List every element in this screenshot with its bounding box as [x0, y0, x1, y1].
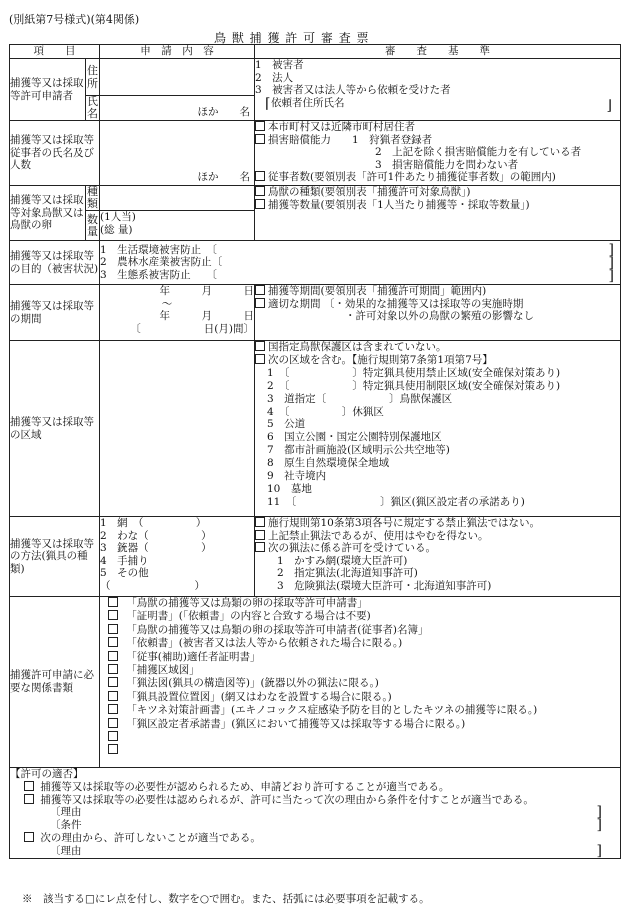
- checkbox[interactable]: [108, 664, 118, 674]
- area-field[interactable]: [100, 341, 255, 517]
- documents-label: 捕獲許可申請に必要な関係書類: [10, 597, 100, 768]
- address-label: 住所: [86, 59, 100, 96]
- checkbox[interactable]: [108, 637, 118, 647]
- checkbox[interactable]: [108, 704, 118, 714]
- footnote: ※ 該当する□にレ点を付し、数字を○で囲む。また、括弧には必要事項を記載する。: [22, 893, 430, 905]
- checkbox[interactable]: [108, 624, 118, 634]
- checkbox[interactable]: [255, 354, 265, 364]
- method-label: 捕獲等又は採取等の方法(猟具の種類): [10, 517, 100, 597]
- address-field[interactable]: [100, 59, 255, 96]
- form-title: 鳥 獣 捕 獲 許 可 審 査 票: [214, 31, 370, 45]
- name-label: 氏名: [87, 95, 98, 120]
- period-criteria: 捕獲等期間(要領別表「捕獲許可期間」範囲内) 適切な期間 〔・効果的な捕獲等又は採取等の実施時期 ・許可対象以外の鳥獣の繁殖の影響なし: [255, 285, 621, 341]
- checkbox[interactable]: [255, 121, 265, 131]
- kind-label: 種類: [87, 185, 98, 210]
- checkbox[interactable]: [108, 744, 118, 754]
- species-label: 捕獲等又は採取等対象鳥獣又は鳥獣の卵: [10, 186, 86, 241]
- checkbox[interactable]: [255, 186, 265, 196]
- workers-field[interactable]: ほか 名: [100, 121, 255, 186]
- area-criteria: 国指定鳥獣保護区は含まれていない。 次の区域を含む。【施行規則第7条第1項第7号】 1 〔 〕特定猟具使用禁止区域(安全確保対策あり) 2 〔 〕特定猟具使用制限区域(安全確保対策あり) 3 道指定〔 〕鳥獣保護区 4 〔 〕休猟区 5 公道 6 国立公園・国定公園特別保護地区 7 都市計画施設(区域明示公共空地等) 8 原生自然環境保全地域 9 社寺境内 10 墓地 11 〔 〕猟区(猟区設定者の承諾あり): [255, 341, 621, 517]
- decision-section: 【許可の適否】 捕獲等又は採取等の必要性が認められるため、申請どおり許可することが適当である。 捕獲等又は採取等の必要性は認められるが、許可に当たって次の理由から条件を付すことが適当である。 〔理由 〔条件 次の理由から、許可しないことが適当である。 〔理由 ] ] ]: [10, 768, 621, 859]
- documents-list: 「鳥獣の捕獲等又は鳥類の卵の採取等許可申請書」 「証明書」(「依頼書」の内容と合致する場合は不要) 「鳥獣の捕獲等又は鳥類の卵の採取等許可申請者(従事者)名簿」 「依頼書」(被害者又は法人等から依頼された場合に限る。) 「従事(補助)適任者証明書」 「捕獲区域図」 「猟法図(猟具の構造図等)」(銃器以外の猟法に限る。) 「猟具設置位置図」(網又はわなを設置する場合に限る。) 「キツネ対策計画書」(エキノコックス症感染予防を目的としたキツネの捕獲等に限る。) 「猟区設定者承諾書」(猟区において捕獲等又は採取等する場合に限る。): [100, 597, 621, 768]
- checkbox[interactable]: [255, 298, 265, 308]
- period-label: 捕獲等又は採取等の期間: [10, 285, 100, 341]
- checkbox[interactable]: [255, 530, 265, 540]
- species-kind-field[interactable]: [100, 186, 255, 211]
- decision-heading: 【許可の適否】: [10, 768, 84, 780]
- checkbox[interactable]: [108, 718, 118, 728]
- checkbox[interactable]: [108, 597, 118, 607]
- checkbox[interactable]: [255, 341, 265, 351]
- header-content: 申 請 内 容: [100, 45, 255, 59]
- checkbox[interactable]: [24, 832, 34, 842]
- checkbox[interactable]: [255, 542, 265, 552]
- applicant-criteria: 1 被害者 2 法人 3 被害者又は法人等から依頼を受けた者 依頼者住所氏名 ⌈ ⌋: [255, 59, 621, 121]
- review-table: [9, 44, 621, 859]
- checkbox[interactable]: [108, 691, 118, 701]
- checkbox[interactable]: [255, 285, 265, 295]
- checkbox[interactable]: [255, 171, 265, 181]
- checkbox[interactable]: [108, 651, 118, 661]
- area-label: 捕獲等又は採取等の区域: [10, 341, 100, 517]
- form-number: (別紙第7号様式)(第4関係): [9, 13, 140, 26]
- workers-criteria: 本市町村又は近隣市町村居住者 損害賠償能力 1 狩猟者登録者 2 上記を除く損害賠償能力を有している者 3 損害賠償能力を問わない者 従事者数(要領別表「許可1件あたり捕獲従事者数」の範囲内): [255, 121, 621, 186]
- header-item: 項 目: [10, 45, 100, 59]
- checkbox[interactable]: [255, 517, 265, 527]
- checkbox[interactable]: [255, 134, 265, 144]
- purpose-label: 捕獲等又は採取等の目的（被害状況): [10, 241, 100, 285]
- period-field[interactable]: 年 月 日 〜 年 月 日 〔 日(月)間〕: [100, 285, 255, 341]
- purpose-options: 1 生活環境被害防止 〔 2 農林水産業被害防止〔 3 生態系被害防止 〔 ] ] ]: [100, 241, 621, 285]
- checkbox[interactable]: [108, 731, 118, 741]
- method-criteria: 施行規則第10条第3項各号に規定する禁止猟法ではない。 上記禁止猟法であるが、使用はやむを得ない。 次の猟法に係る許可を受けている。 1 かすみ網(環境大臣許可) 2 指定猟法(北海道知事許可) 3 危険猟法(環境大臣許可・北海道知事許可): [255, 517, 621, 597]
- checkbox[interactable]: [108, 677, 118, 687]
- applicant-label: 捕獲等又は採取等許可申請者: [10, 59, 86, 121]
- checkbox[interactable]: [108, 610, 118, 620]
- applicant-name-field[interactable]: ほか 名: [100, 96, 255, 121]
- method-options[interactable]: 1 網 （ ） 2 わな（ ） 3 銃器（ ） 4 手捕り 5 その他 （ ）: [100, 517, 255, 597]
- species-criteria: 鳥獣の種類(要領別表「捕獲許可対象鳥獣」) 捕獲等数量(要領別表「1人当たり捕獲等・採取等数量」): [255, 186, 621, 241]
- checkbox[interactable]: [24, 794, 34, 804]
- checkbox[interactable]: [24, 781, 34, 791]
- header-criteria: 審 査 基 準: [255, 45, 621, 59]
- checkbox[interactable]: [255, 199, 265, 209]
- species-qty-field[interactable]: (1人当) (総 量): [100, 211, 255, 241]
- qty-label: 数量: [86, 211, 100, 241]
- workers-label: 捕獲等又は採取等従事者の氏名及び人数: [10, 121, 100, 186]
